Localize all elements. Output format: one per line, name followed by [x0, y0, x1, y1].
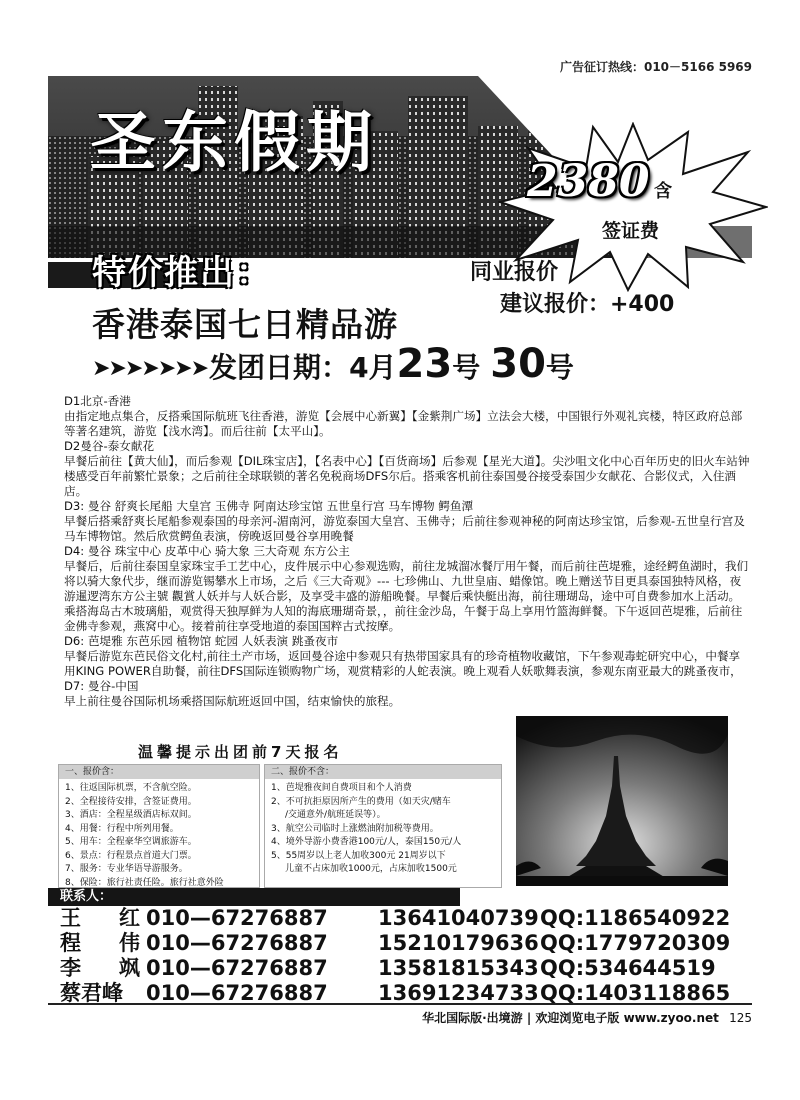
name-char: 伟: [119, 931, 140, 955]
day-heading: D4: 曼谷 珠宝中心 皮革中心 骑大象 三大奇观 东方公主: [64, 544, 350, 558]
ad-hotline: 广告征订热线：010－5166 5969: [559, 60, 752, 74]
footer: [422, 1009, 752, 1026]
promo-title: 特价推出：: [92, 253, 272, 293]
list-item: 5、用车：全程豪华空调旅游车。: [65, 837, 197, 847]
contact-qq: QQ:1403118865: [540, 981, 731, 1005]
name-char: 王: [60, 906, 81, 930]
list-item: 1、往返国际机票，不含航空险。: [65, 783, 197, 793]
list-item: 4、用餐：行程中所列用餐。: [65, 823, 179, 834]
footer-rule: [48, 1003, 752, 1005]
list-item: /交通意外/航班延误等）。: [285, 810, 386, 820]
name-char: 李: [60, 956, 81, 980]
price-excludes-box: [264, 764, 502, 888]
contact-name: [60, 956, 140, 981]
contact-mobile: 13691234733: [378, 981, 539, 1005]
list-item: 3、航空公司临时上涨燃油附加税等费用。: [271, 823, 439, 834]
name-char: 蔡君峰: [60, 981, 123, 1005]
brand-title: 圣东假期: [90, 104, 378, 181]
name-char: 飒: [119, 956, 140, 980]
contact-phone: 010—67276887: [146, 931, 328, 955]
date-suffix: 号: [545, 351, 574, 384]
day-heading: D1北京-香港: [64, 394, 131, 408]
list-item: 1、芭堤雅夜间自费项目和个人消费: [271, 783, 412, 793]
tour-name: 香港泰国七日精品游: [92, 305, 398, 344]
day-description: 由指定地点集合，反搭乘国际航班飞往香港，游览【会展中心新翼】【金紫荆广场】立法会大楼，中国银行外观礼宾楼，特区政府总部等著名建筑，游览【浅水湾】。而后往前【太平山】。: [64, 409, 743, 438]
day-heading: D3: 曼谷 舒爽长尾船 大皇宫 玉佛寺 阿南达珍宝馆 五世皇行宫 马车博物 鳄鱼潭: [64, 499, 474, 513]
departure-date-2: 30: [490, 341, 546, 387]
arrow-icon: ➤➤➤➤➤➤➤: [92, 356, 208, 381]
contact-row: [60, 931, 750, 956]
list-item: 8、保险：旅行社责任险。旅行社意外险: [65, 877, 224, 888]
itinerary: [64, 394, 750, 709]
box-heading: 一、报价含：: [59, 765, 259, 779]
list-item: 5、55周岁以上老人加收300元 21周岁以下: [271, 850, 446, 861]
contact-row: [60, 956, 750, 981]
date-suffix: 号: [452, 351, 481, 384]
list-item: 6、景点：行程景点首道大门票。: [65, 850, 197, 861]
day-heading: D6: 芭堤雅 东芭乐园 植物馆 蛇园 人妖表演 跳蚤夜市: [64, 634, 339, 648]
contacts-list: [60, 906, 750, 1006]
contact-phone: 010—67276887: [146, 981, 328, 1005]
contact-qq: QQ:1779720309: [540, 931, 731, 955]
day-heading: D2曼谷-泰女献花: [64, 439, 155, 453]
list-item: 2、不可抗拒原因所产生的费用（如天灾/赌车: [271, 796, 451, 807]
contact-phone: 010—67276887: [146, 956, 328, 980]
peer-price-label: 同业报价: [470, 260, 559, 285]
day-heading: D7: 曼谷-中国: [64, 679, 139, 693]
contact-phone: 010—67276887: [146, 906, 328, 930]
departure-month: 4月: [349, 351, 397, 384]
name-char: 程: [60, 931, 81, 955]
list-item: 2、全程接待安排，含签证费用。: [65, 796, 197, 807]
contact-name: [60, 906, 140, 931]
contact-name: [60, 931, 140, 956]
day-description: 早餐后游览东芭民俗文化村,前往土产市场，返回曼谷途中参观只有热带国家具有的珍奇植物收藏馆，下午参观毒蛇研究中心，中餐享用KING POWER自助餐，前往DFS国际连锁购物广场，观赏精彩的人蛇表演。晚上观看人妖歌舞表演，参观东南亚最大的跳蚤夜市，: [64, 649, 742, 678]
day-description: 早餐后前往【黄大仙】，而后参观【DIL珠宝店】，【名表中心】【百货商场】后参观【星光大道】。尖沙咀文化中心百年历史的旧火车站钟楼感受百年前繁忙景象；之后前往全球联锁的著名免税商场DFS尔后。搭乘客机前往泰国曼谷接受泰国少女献花、合影仪式，入住酒店。: [64, 454, 750, 498]
day-description: 早餐后搭乘舒爽长尾船参观泰国的母亲河-湄南河，游览泰国大皇宫、玉佛寺；后前往参观神秘的阿南达珍宝馆，后参观-五世皇行宫及马车博物馆。然后欣赏鳄鱼表演，傍晚返回曼谷享用晚餐: [64, 514, 745, 543]
departure-label: 发团日期：: [209, 351, 350, 384]
suggested-price: 建议报价：+400: [500, 292, 675, 317]
name-char: 红: [119, 906, 140, 930]
contact-mobile: 15210179636: [378, 931, 539, 955]
box-heading: 二、报价不含：: [265, 765, 501, 779]
temple-photo: [516, 716, 728, 886]
list-item: 儿童不占床加收1000元，占床加收1500元: [285, 864, 457, 874]
departure-dates: [92, 341, 574, 387]
contact-qq: QQ:1186540922: [540, 906, 731, 930]
departure-date-1: 23: [396, 341, 453, 387]
contacts-label: 联系人：: [48, 888, 460, 906]
price-amount: 2380: [527, 156, 650, 207]
day-description: 早上前往曼谷国际机场乘搭国际航班返回中国，结束愉快的旅程。: [64, 694, 401, 708]
registration-notice: 温馨提示出团前7天报名: [138, 743, 343, 761]
contact-mobile: 13581815343: [378, 956, 539, 980]
list-item: 4、境外导游小费香港100元/人，泰国150元/人: [271, 837, 462, 847]
contact-row: [60, 906, 750, 931]
contact-mobile: 13641040739: [378, 906, 539, 930]
footer-text: 华北国际版·出境游 | 欢迎浏览电子版 www.zyoo.net: [422, 1011, 719, 1025]
price-includes-box: [58, 764, 260, 888]
contact-qq: QQ:534644519: [540, 956, 716, 980]
list-item: 7、服务：专业华语导游服务。: [65, 864, 188, 874]
price-include-label: 含: [654, 181, 672, 202]
list-item: 3、酒店：全程星级酒店标双间。: [65, 810, 197, 820]
price-visa-note: 签证费: [602, 220, 660, 242]
page-number: 125: [729, 1011, 752, 1025]
day-description: 早餐后，后前往泰国皇家珠宝手工艺中心，皮件展示中心参观选购，前往龙城溜冰餐厅用午餐，而后前往芭堤雅，途经鳄鱼湖时，我们将以骑大象代步，继而游览锡攀水上市场，之后《三大奇观》--- 七珍佛山、九世皇庙、蜡像馆。晚上赠送节目更具泰国独特风格，夜游暹逻湾东方公主號 觀賞人妖并与人妖合影，及享受丰盛的游船晚餐。早餐后乘快艇出海，前往珊瑚岛，途中可自费参加水上活动。乘搭海岛古木玻璃船，观赏得天独厚鲜为人知的海底珊瑚奇景，，前往金沙岛，午餐于岛上享用竹篮海鲜餐。下午返回芭堤雅，后前往金佛寺参观，燕窝中心。接着前往享受地道的泰国国粹古式按摩。: [64, 559, 749, 633]
